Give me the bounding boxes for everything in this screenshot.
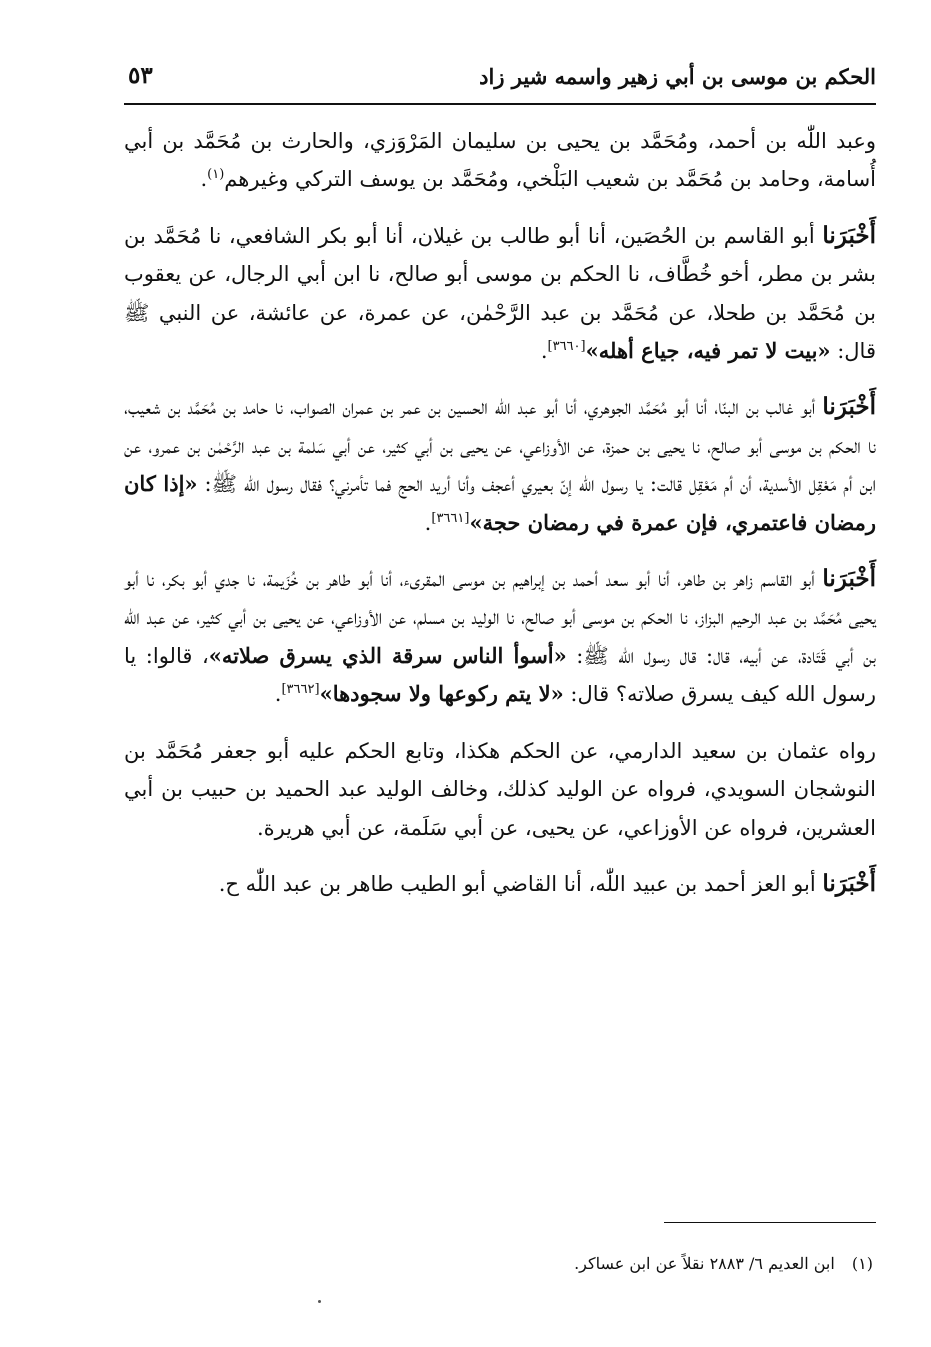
paragraph <box>124 122 876 199</box>
hadith-quote: «لا يتم ركوعها ولا سجودها» <box>319 681 564 707</box>
hadith-quote: «بيت لا تمر فيه، جياع أهله» <box>585 338 831 364</box>
text-segment: أبو القاسم بن الحُصَين، أنا أبو طالب بن غيلان، أنا أبو بكر الشافعي، نا مُحَمَّد بن بشر بن مطر، أخو خُطَّاف، نا الحكم بن موسى أبو صالح، نا ابن أبي الرجال، عن يعقوب بن مُحَمَّد بن طحلا، عن مُحَمَّد بن عبد الرَّحْمٰن، عن عمرة، عن عائشة، عن النبي ﷺ قال: <box>124 223 876 364</box>
paragraph <box>124 865 876 903</box>
footnote-number: (١) <box>851 1254 873 1273</box>
reference-marker: (١) <box>207 167 225 183</box>
header-rule <box>124 103 876 105</box>
reference-marker: [٣٦٦١] <box>431 510 470 526</box>
running-title: الحكم بن موسى بن أبي زهير واسمه شير زاد <box>479 64 876 89</box>
footnote-rule <box>664 1222 876 1223</box>
hadith-quote: «أسوأ الناس سرقة الذي يسرق صلاته» <box>208 642 567 668</box>
text-segment: . <box>540 339 548 364</box>
hadith-quote: «إذا كان رمضان فاعتمري، فإن عمرة في رمضان حجة» <box>124 471 876 535</box>
akhbarana-keyword: أَخْبَرَنا <box>822 565 876 593</box>
text-segment: وعبد اللّٰه بن أحمد، ومُحَمَّد بن يحيى بن سليمان المَرْوَزي، والحارث بن مُحَمَّد بن أبي أُسامة، وحامد بن مُحَمَّد بن شعيب البَلْخي، ومُحَمَّد بن يوسف التركي وغيرهم <box>124 129 876 192</box>
text-segment: . <box>274 682 282 707</box>
reference-marker: [٣٦٦٠] <box>547 339 586 355</box>
footnote-text: ابن العديم ٦/ ٢٨٨٣ نقلاً عن ابن عساكر. <box>574 1254 835 1273</box>
text-segment: . <box>424 510 432 535</box>
text-segment: ، قالوا: يا رسول الله كيف يسرق صلاته؟ قال: <box>124 643 876 707</box>
page-number: ٥٣ <box>128 62 153 89</box>
text-segment: أبو غالب بن البنّا، أنا أبو مُحَمَّد الجوهري، أنا أبو عبد اللّٰه الحسين بن عمر بن عمران الصواب، نا حامد بن مُحَمَّد بن شعيب، نا الحكم بن موسى أبو صالح، نا يحيى بن حمزة، عن الأوزاعي، عن يحيى بن أبي كثير، عن أبي سَلمة بن عبد الرَّحْمٰن بن عمرو، عن ابن أم مَعْقِل الأسدية، أن أم مَعْقِل قالت: يا رسول الله إنّ بعيري أعجف وأنا أريد الحج فما تأمرني؟ فقال رسول الله ﷺ: <box>124 395 876 497</box>
akhbarana-keyword: أَخْبَرَنا <box>822 869 876 897</box>
body-text <box>124 122 876 919</box>
footnote <box>173 1252 873 1276</box>
paragraph <box>124 388 876 542</box>
akhbarana-keyword: أَخْبَرَنا <box>822 393 876 421</box>
paragraph <box>124 732 876 847</box>
reference-marker: [٣٦٦٢] <box>281 682 320 698</box>
text-segment: أبو القاسم زاهر بن طاهر، أنا أبو سعد أحمد بن إبراهيم بن موسى المقرىء، أنا أبو طاهر بن خُزَيمة، نا جدي أبو بكر، نا أبو يحيى مُحَمَّد بن عبد الرحيم البزاز، نا الحكم بن موسى أبو صالح، نا الوليد بن مسلم، عن الأوزاعي، عن يحيى بن أبي كثير، عن عبد اللّٰه بن أبي قَتَادة، عن أبيه، قال: قال رسول الله ﷺ: <box>124 567 877 668</box>
stray-dot <box>318 1300 321 1303</box>
page-header <box>124 58 876 102</box>
akhbarana-keyword: أَخْبَرَنا <box>822 221 876 249</box>
text-segment: رواه عثمان بن سعيد الدارمي، عن الحكم هكذا، وتابع الحكم عليه أبو جعفر مُحَمَّد بن النوشجان السويدي، فرواه عن الوليد كذلك، وخالف الوليد عبد الحميد بن حبيب بن أبي العشرين، فرواه عن الأوزاعي، عن يحيى، عن أبي سَلَمة، عن أبي هريرة. <box>124 738 876 840</box>
text-segment: . <box>200 167 208 192</box>
text-segment: أبو العز أحمد بن عبيد اللّٰه، أنا القاضي أبو الطيب طاهر بن عبد اللّٰه ح. <box>218 871 823 896</box>
paragraph <box>124 560 876 714</box>
paragraph <box>124 217 876 371</box>
